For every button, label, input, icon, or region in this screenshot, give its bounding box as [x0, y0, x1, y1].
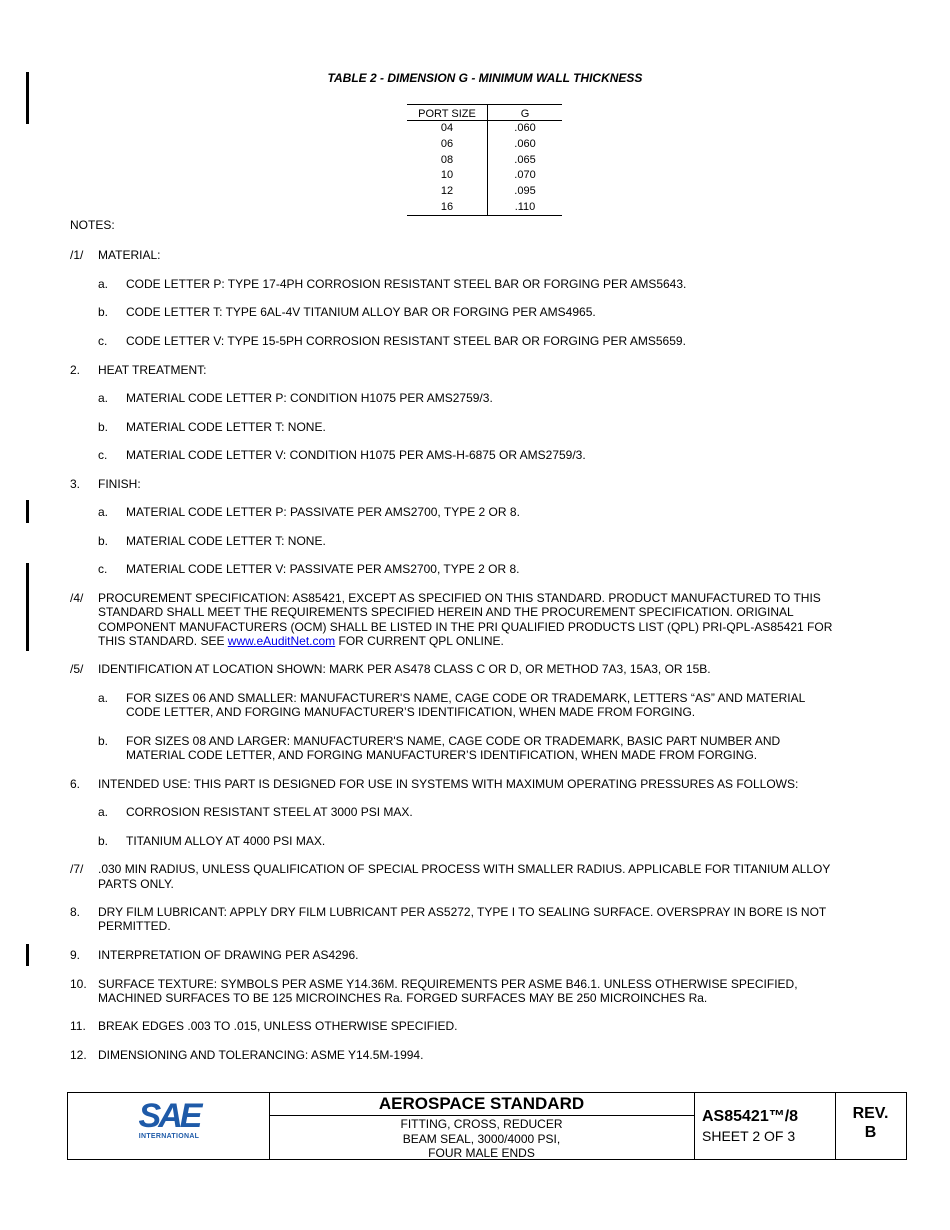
note-number: 3. — [70, 477, 81, 491]
note-text: DIMENSIONING AND TOLERANCING: ASME Y14.5M-1994. — [98, 1048, 424, 1062]
eauditnet-link[interactable]: www.eAuditNet.com — [227, 634, 336, 648]
description-line: FOUR MALE ENDS — [428, 1146, 535, 1160]
note-text: COMPONENT MANUFACTURERS (OCM) SHALL BE LISTED IN THE PRI QUALIFIED PRODUCTS LIST (QPL) PRI-QPL-AS85421 FOR — [98, 620, 833, 634]
revision-bar — [26, 563, 29, 651]
note-subitem: MATERIAL CODE LETTER P: CONDITION H1075 PER AMS2759/3. — [126, 391, 493, 405]
port-size-cell: 12 — [407, 184, 488, 200]
note-subitem: MATERIAL CODE LETTER P: PASSIVATE PER AMS2700, TYPE 2 OR 8. — [126, 505, 520, 519]
note-number: 2. — [70, 363, 81, 377]
note-text: PERMITTED. — [98, 919, 171, 933]
revision-bar — [26, 944, 29, 966]
sub-letter: a. — [98, 391, 109, 405]
note-text: MATERIAL: — [98, 248, 161, 262]
revision-value: B — [864, 1124, 877, 1141]
note-number: 10. — [70, 977, 87, 991]
note-text: FINISH: — [98, 477, 141, 491]
port-size-cell: 10 — [407, 168, 488, 184]
revision-bar — [26, 500, 29, 523]
description-line: BEAM SEAL, 3000/4000 PSI, — [402, 1131, 561, 1146]
note-subitem: CODE LETTER P: TYPE 17-4PH CORROSION RESISTANT STEEL BAR OR FORGING PER AMS5643. — [126, 277, 687, 291]
header-g: G — [488, 105, 563, 121]
note-subitem: CODE LETTER, AND FORGING MANUFACTURER’S IDENTIFICATION, WHEN MADE FROM FORGING. — [126, 705, 696, 719]
sub-letter: c. — [98, 334, 108, 348]
sub-letter: a. — [98, 805, 109, 819]
note-text: PROCUREMENT SPECIFICATION: AS85421, EXCEPT AS SPECIFIED ON THIS STANDARD. PRODUCT MANUFACTURED TO THIS — [98, 591, 821, 605]
standard-title: AEROSPACE STANDARD — [269, 1093, 694, 1116]
sub-letter: b. — [98, 420, 109, 434]
g-cell: .070 — [514, 169, 536, 182]
g-cell: .060 — [514, 138, 536, 151]
notes-heading: NOTES: — [70, 218, 115, 232]
note-text: THIS STANDARD. SEE — [98, 634, 228, 648]
note-number: 11. — [70, 1019, 86, 1033]
sae-logo-subtitle: INTERNATIONAL — [138, 1133, 200, 1140]
note-number: /7/ — [70, 862, 84, 876]
note-text: PARTS ONLY. — [98, 877, 174, 891]
table-row — [407, 152, 562, 168]
revision-label: REV. — [852, 1105, 889, 1122]
g-cell: .065 — [514, 153, 536, 166]
sub-letter: c. — [98, 562, 108, 576]
sae-logo: SAE — [138, 1097, 200, 1135]
table-row — [407, 168, 562, 184]
document-number: AS85421™/8 — [702, 1108, 799, 1125]
note-number: /5/ — [70, 662, 84, 676]
header-port-size: PORT SIZE — [407, 105, 488, 121]
doc-number-cell — [694, 1093, 836, 1159]
note-number: /4/ — [70, 591, 84, 605]
table-row — [407, 184, 562, 200]
sub-letter: b. — [98, 734, 109, 748]
note-subitem: CODE LETTER V: TYPE 15-5PH CORROSION RESISTANT STEEL BAR OR FORGING PER AMS5659. — [126, 334, 686, 348]
revision-cell — [835, 1093, 906, 1159]
note-text: BREAK EDGES .003 TO .015, UNLESS OTHERWISE SPECIFIED. — [98, 1019, 458, 1033]
logo-cell — [68, 1093, 270, 1159]
sub-letter: b. — [98, 305, 109, 319]
note-subitem: MATERIAL CODE LETTER V: PASSIVATE PER AMS2700, TYPE 2 OR 8. — [126, 562, 520, 576]
note-subitem: FOR SIZES 08 AND LARGER: MANUFACTURER'S NAME, CAGE CODE OR TRADEMARK, BASIC PART NUMBER AND — [126, 734, 781, 748]
sub-letter: b. — [98, 534, 109, 548]
note-subitem: MATERIAL CODE LETTER, AND FORGING MANUFACTURER’S IDENTIFICATION, WHEN MADE FROM FORGING. — [126, 748, 758, 762]
table-row — [407, 199, 562, 215]
note-text: SURFACE TEXTURE: SYMBOLS PER ASME Y14.36M. REQUIREMENTS PER ASME B46.1. UNLESS OTHERWISE SPECIFIED, — [98, 977, 798, 991]
note-text: FOR CURRENT QPL ONLINE. — [335, 634, 504, 648]
port-size-cell: 08 — [407, 152, 488, 168]
note-number: 12. — [70, 1048, 87, 1062]
note-number: 8. — [70, 905, 81, 919]
sub-letter: b. — [98, 834, 109, 848]
note-text: HEAT TREATMENT: — [98, 363, 207, 377]
g-cell: .110 — [488, 199, 563, 215]
note-subitem: CODE LETTER T: TYPE 6AL-4V TITANIUM ALLOY BAR OR FORGING PER AMS4965. — [126, 305, 596, 319]
g-cell: .060 — [514, 122, 536, 135]
note-number: 6. — [70, 777, 81, 791]
note-text: IDENTIFICATION AT LOCATION SHOWN: MARK PER AS478 CLASS C OR D, OR METHOD 7A3, 15A3, OR 15B. — [98, 662, 711, 676]
title-cell — [269, 1093, 695, 1159]
sub-letter: c. — [98, 448, 108, 462]
note-text: INTERPRETATION OF DRAWING PER AS4296. — [98, 948, 359, 962]
note-subitem: CORROSION RESISTANT STEEL AT 3000 PSI MAX. — [126, 805, 413, 819]
table-row — [407, 121, 562, 137]
note-text: .030 MIN RADIUS, UNLESS QUALIFICATION OF SPECIAL PROCESS WITH SMALLER RADIUS. APPLICABLE FOR TITANIUM ALLOY — [98, 862, 831, 876]
port-size-cell: 16 — [407, 199, 488, 215]
note-subitem: MATERIAL CODE LETTER T: NONE. — [126, 420, 326, 434]
port-size-cell: 06 — [407, 137, 488, 153]
note-subitem: FOR SIZES 06 AND SMALLER: MANUFACTURER'S NAME, CAGE CODE OR TRADEMARK, LETTERS “AS” AND MATERIAL — [126, 691, 806, 705]
table-row — [407, 137, 562, 153]
note-subitem: MATERIAL CODE LETTER V: CONDITION H1075 PER AMS-H-6875 OR AMS2759/3. — [126, 448, 586, 462]
sub-letter: a. — [98, 505, 109, 519]
part-description — [269, 1117, 694, 1161]
title-block — [67, 1092, 907, 1160]
note-number: 9. — [70, 948, 81, 962]
note-text: STANDARD SHALL MEET THE REQUIREMENTS SPECIFIED HEREIN AND THE PROCUREMENT SPECIFICATION. ORIGINAL — [98, 605, 794, 619]
sub-letter: a. — [98, 277, 109, 291]
description-line: FITTING, CROSS, REDUCER — [400, 1117, 563, 1131]
sheet-number: SHEET 2 OF 3 — [702, 1128, 796, 1144]
note-number: /1/ — [70, 248, 84, 262]
sub-letter: a. — [98, 691, 109, 705]
note-text: DRY FILM LUBRICANT: APPLY DRY FILM LUBRICANT PER AS5272, TYPE I TO SEALING SURFACE. OVERSPRAY IN BORE IS NOT — [98, 905, 827, 919]
note-text: INTENDED USE: THIS PART IS DESIGNED FOR USE IN SYSTEMS WITH MAXIMUM OPERATING PRESSURES AS FOLLOWS: — [98, 777, 799, 791]
note-text-line — [98, 634, 504, 649]
note-text: MACHINED SURFACES TO BE 125 MICROINCHES Ra. FORGED SURFACES MAY BE 250 MICROINCHES Ra. — [98, 991, 708, 1005]
table-title: TABLE 2 - DIMENSION G - MINIMUM WALL THICKNESS — [327, 71, 643, 85]
port-size-cell: 04 — [407, 121, 488, 137]
g-cell: .095 — [514, 185, 536, 198]
note-subitem: TITANIUM ALLOY AT 4000 PSI MAX. — [126, 834, 326, 848]
wall-thickness-table — [407, 104, 562, 216]
note-subitem: MATERIAL CODE LETTER T: NONE. — [126, 534, 326, 548]
